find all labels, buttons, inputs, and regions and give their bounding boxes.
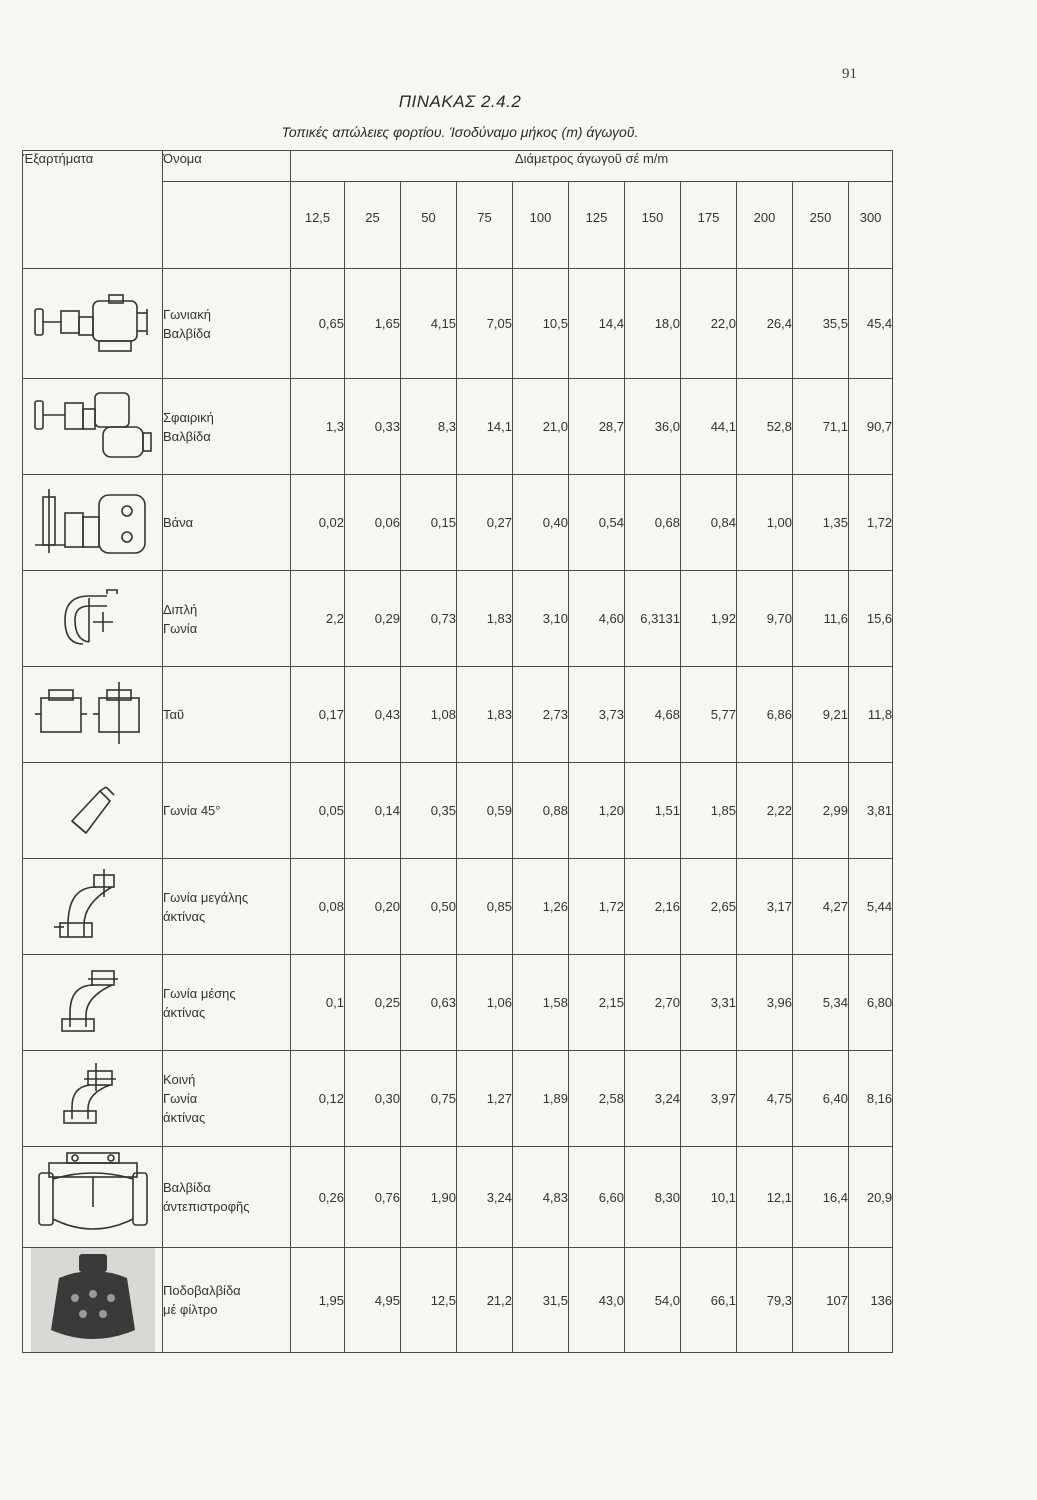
value-cell: 4,68 bbox=[625, 667, 681, 763]
value-cell: 1,95 bbox=[291, 1248, 345, 1353]
value-cell: 1,27 bbox=[457, 1051, 513, 1147]
value-cell: 0,14 bbox=[345, 763, 401, 859]
value-cell: 2,70 bbox=[625, 955, 681, 1051]
angle-valve-icon bbox=[23, 289, 162, 359]
value-cell: 2,65 bbox=[681, 859, 737, 955]
value-cell: 0,33 bbox=[345, 379, 401, 475]
value-cell: 3,10 bbox=[513, 571, 569, 667]
value-cell: 5,77 bbox=[681, 667, 737, 763]
value-cell: 3,24 bbox=[625, 1051, 681, 1147]
value-cell: 21,2 bbox=[457, 1248, 513, 1353]
value-cell: 1,83 bbox=[457, 571, 513, 667]
fitting-icon-cell bbox=[23, 955, 163, 1051]
value-cell: 0,05 bbox=[291, 763, 345, 859]
value-cell: 0,68 bbox=[625, 475, 681, 571]
value-cell: 9,21 bbox=[793, 667, 849, 763]
fitting-icon-cell bbox=[23, 571, 163, 667]
value-cell: 2,58 bbox=[569, 1051, 625, 1147]
fitting-name-line: άκτίνας bbox=[163, 908, 206, 924]
value-cell: 16,4 bbox=[793, 1147, 849, 1248]
value-cell: 0,50 bbox=[401, 859, 457, 955]
value-cell: 1,72 bbox=[569, 859, 625, 955]
fitting-icon-cell bbox=[23, 1147, 163, 1248]
table-row bbox=[23, 859, 893, 955]
fitting-icon-cell bbox=[23, 1051, 163, 1147]
value-cell: 0,88 bbox=[513, 763, 569, 859]
value-cell: 6,86 bbox=[737, 667, 793, 763]
fitting-name bbox=[163, 667, 291, 763]
header-name-blank bbox=[163, 182, 291, 269]
value-cell: 0,26 bbox=[291, 1147, 345, 1248]
value-cell: 8,16 bbox=[849, 1051, 893, 1147]
gate-valve-icon bbox=[23, 483, 162, 563]
value-cell: 1,65 bbox=[345, 269, 401, 379]
fitting-name-line: Διπλή bbox=[163, 601, 198, 617]
fitting-name bbox=[163, 475, 291, 571]
value-cell: 4,83 bbox=[513, 1147, 569, 1248]
value-cell: 43,0 bbox=[569, 1248, 625, 1353]
header-name: Όνομα bbox=[163, 151, 291, 182]
value-cell: 6,60 bbox=[569, 1147, 625, 1248]
loss-table bbox=[22, 150, 893, 1353]
value-cell: 12,1 bbox=[737, 1147, 793, 1248]
value-cell: 10,5 bbox=[513, 269, 569, 379]
value-cell: 8,3 bbox=[401, 379, 457, 475]
foot-valve-icon bbox=[23, 1248, 162, 1352]
page-number: 91 bbox=[842, 66, 857, 82]
value-cell: 31,5 bbox=[513, 1248, 569, 1353]
value-cell: 136 bbox=[849, 1248, 893, 1353]
value-cell: 0,75 bbox=[401, 1051, 457, 1147]
value-cell: 1,85 bbox=[681, 763, 737, 859]
value-cell: 0,06 bbox=[345, 475, 401, 571]
value-cell: 3,17 bbox=[737, 859, 793, 955]
value-cell: 6,80 bbox=[849, 955, 893, 1051]
value-cell: 1,92 bbox=[681, 571, 737, 667]
fitting-name bbox=[163, 571, 291, 667]
value-cell: 9,70 bbox=[737, 571, 793, 667]
fitting-icon-cell bbox=[23, 379, 163, 475]
value-cell: 2,15 bbox=[569, 955, 625, 1051]
value-cell: 10,1 bbox=[681, 1147, 737, 1248]
fitting-name-line: Βαλβίδα bbox=[163, 325, 211, 341]
value-cell: 0,73 bbox=[401, 571, 457, 667]
value-cell: 3,24 bbox=[457, 1147, 513, 1248]
diameter-cell: 25 bbox=[345, 182, 401, 269]
diameter-cell: 175 bbox=[681, 182, 737, 269]
fitting-name-line: Ταῦ bbox=[163, 707, 185, 722]
diameter-cell: 125 bbox=[569, 182, 625, 269]
value-cell: 0,30 bbox=[345, 1051, 401, 1147]
value-cell: 90,7 bbox=[849, 379, 893, 475]
value-cell: 6,40 bbox=[793, 1051, 849, 1147]
diameter-cell: 12,5 bbox=[291, 182, 345, 269]
value-cell: 20,9 bbox=[849, 1147, 893, 1248]
value-cell: 1,35 bbox=[793, 475, 849, 571]
value-cell: 3,96 bbox=[737, 955, 793, 1051]
diameter-cell: 300 bbox=[849, 182, 893, 269]
value-cell: 4,95 bbox=[345, 1248, 401, 1353]
value-cell: 3,97 bbox=[681, 1051, 737, 1147]
value-cell: 107 bbox=[793, 1248, 849, 1353]
table-row bbox=[23, 269, 893, 379]
value-cell: 12,5 bbox=[401, 1248, 457, 1353]
double-elbow-icon bbox=[23, 584, 162, 654]
fitting-name bbox=[163, 763, 291, 859]
fitting-name-line: άντεπιστροφῆς bbox=[163, 1199, 250, 1214]
fitting-name-line: Σφαιρική bbox=[163, 409, 214, 425]
value-cell: 79,3 bbox=[737, 1248, 793, 1353]
value-cell: 2,2 bbox=[291, 571, 345, 667]
fitting-icon-cell bbox=[23, 1248, 163, 1353]
value-cell: 0,76 bbox=[345, 1147, 401, 1248]
header-fittings: Έξαρτήματα bbox=[23, 151, 163, 269]
fitting-icon-cell bbox=[23, 667, 163, 763]
value-cell: 1,20 bbox=[569, 763, 625, 859]
value-cell: 3,81 bbox=[849, 763, 893, 859]
table-row bbox=[23, 667, 893, 763]
value-cell: 7,05 bbox=[457, 269, 513, 379]
fitting-icon-cell bbox=[23, 475, 163, 571]
fitting-name-line: Γωνία bbox=[163, 620, 198, 636]
value-cell: 0,84 bbox=[681, 475, 737, 571]
value-cell: 0,40 bbox=[513, 475, 569, 571]
value-cell: 44,1 bbox=[681, 379, 737, 475]
fitting-name-line: μέ φίλτρο bbox=[163, 1302, 218, 1317]
table-row bbox=[23, 955, 893, 1051]
check-valve-icon bbox=[23, 1147, 162, 1247]
fitting-name-line: Γωνία μέσης bbox=[163, 985, 236, 1001]
value-cell: 0,25 bbox=[345, 955, 401, 1051]
value-cell: 18,0 bbox=[625, 269, 681, 379]
value-cell: 0,35 bbox=[401, 763, 457, 859]
value-cell: 28,7 bbox=[569, 379, 625, 475]
table-row bbox=[23, 571, 893, 667]
standard-elbow-icon bbox=[23, 1059, 162, 1139]
fitting-name-line: Γωνιακή bbox=[163, 306, 211, 322]
value-cell: 11,8 bbox=[849, 667, 893, 763]
fitting-name-line: άκτίνας bbox=[163, 1004, 206, 1020]
fitting-icon-cell bbox=[23, 859, 163, 955]
diameter-cell: 250 bbox=[793, 182, 849, 269]
diameter-cell: 50 bbox=[401, 182, 457, 269]
table-row bbox=[23, 379, 893, 475]
value-cell: 2,73 bbox=[513, 667, 569, 763]
header-diameter: Διάμετρος άγωγοῦ σέ m/m bbox=[291, 151, 893, 182]
value-cell: 26,4 bbox=[737, 269, 793, 379]
fitting-name-line: Βαλβίδα bbox=[163, 1180, 211, 1195]
value-cell: 1,26 bbox=[513, 859, 569, 955]
table-row bbox=[23, 1051, 893, 1147]
value-cell: 14,4 bbox=[569, 269, 625, 379]
table-row bbox=[23, 475, 893, 571]
fitting-name-line: Βαλβίδα bbox=[163, 428, 211, 444]
value-cell: 14,1 bbox=[457, 379, 513, 475]
fitting-name bbox=[163, 859, 291, 955]
value-cell: 1,72 bbox=[849, 475, 893, 571]
value-cell: 4,75 bbox=[737, 1051, 793, 1147]
value-cell: 1,06 bbox=[457, 955, 513, 1051]
table-row bbox=[23, 763, 893, 859]
fitting-name bbox=[163, 269, 291, 379]
value-cell: 1,51 bbox=[625, 763, 681, 859]
value-cell: 0,08 bbox=[291, 859, 345, 955]
value-cell: 4,15 bbox=[401, 269, 457, 379]
value-cell: 0,54 bbox=[569, 475, 625, 571]
fitting-icon-cell bbox=[23, 763, 163, 859]
value-cell: 1,08 bbox=[401, 667, 457, 763]
value-cell: 8,30 bbox=[625, 1147, 681, 1248]
value-cell: 0,85 bbox=[457, 859, 513, 955]
fitting-name-line: Γωνία μεγάλης bbox=[163, 889, 249, 905]
value-cell: 54,0 bbox=[625, 1248, 681, 1353]
value-cell: 0,29 bbox=[345, 571, 401, 667]
fitting-name-line: Βάνα bbox=[163, 515, 194, 530]
diameter-cell: 150 bbox=[625, 182, 681, 269]
fitting-name-line: Γωνία 45° bbox=[163, 803, 221, 818]
value-cell: 1,89 bbox=[513, 1051, 569, 1147]
table-subtitle: Τοπικές απώλειες φορτίου. Ίσοδύναμο μήκος (m) άγωγοῦ. bbox=[281, 124, 639, 140]
value-cell: 52,8 bbox=[737, 379, 793, 475]
diameter-cell: 75 bbox=[457, 182, 513, 269]
value-cell: 0,17 bbox=[291, 667, 345, 763]
fitting-name-line: Κοινή bbox=[163, 1072, 196, 1087]
tee-icon bbox=[23, 680, 162, 750]
medium-radius-elbow-icon bbox=[23, 963, 162, 1043]
value-cell: 0,20 bbox=[345, 859, 401, 955]
value-cell: 0,63 bbox=[401, 955, 457, 1051]
value-cell: 36,0 bbox=[625, 379, 681, 475]
value-cell: 0,59 bbox=[457, 763, 513, 859]
table-title: ΠΙΝΑΚΑΣ 2.4.2 bbox=[398, 92, 522, 111]
value-cell: 2,99 bbox=[793, 763, 849, 859]
fitting-name-line: Ποδοβαλβίδα bbox=[163, 1283, 241, 1298]
table-row bbox=[23, 1248, 893, 1353]
value-cell: 4,60 bbox=[569, 571, 625, 667]
value-cell: 35,5 bbox=[793, 269, 849, 379]
value-cell: 21,0 bbox=[513, 379, 569, 475]
value-cell: 0,1 bbox=[291, 955, 345, 1051]
fitting-name bbox=[163, 955, 291, 1051]
fitting-name bbox=[163, 379, 291, 475]
value-cell: 2,22 bbox=[737, 763, 793, 859]
value-cell: 0,15 bbox=[401, 475, 457, 571]
value-cell: 6,3131 bbox=[625, 571, 681, 667]
value-cell: 5,34 bbox=[793, 955, 849, 1051]
diameter-cell: 100 bbox=[513, 182, 569, 269]
value-cell: 2,16 bbox=[625, 859, 681, 955]
value-cell: 0,43 bbox=[345, 667, 401, 763]
value-cell: 4,27 bbox=[793, 859, 849, 955]
header-row bbox=[23, 151, 893, 182]
value-cell: 11,6 bbox=[793, 571, 849, 667]
value-cell: 71,1 bbox=[793, 379, 849, 475]
value-cell: 45,4 bbox=[849, 269, 893, 379]
fitting-icon-cell bbox=[23, 269, 163, 379]
fitting-name bbox=[163, 1051, 291, 1147]
fitting-name bbox=[163, 1248, 291, 1353]
fitting-name bbox=[163, 1147, 291, 1248]
value-cell: 1,00 bbox=[737, 475, 793, 571]
value-cell: 1,90 bbox=[401, 1147, 457, 1248]
value-cell: 0,27 bbox=[457, 475, 513, 571]
value-cell: 1,3 bbox=[291, 379, 345, 475]
diameter-cell: 200 bbox=[737, 182, 793, 269]
table-row bbox=[23, 1147, 893, 1248]
value-cell: 0,02 bbox=[291, 475, 345, 571]
value-cell: 15,6 bbox=[849, 571, 893, 667]
fitting-name-line: Γωνία bbox=[163, 1091, 198, 1106]
value-cell: 1,83 bbox=[457, 667, 513, 763]
value-cell: 5,44 bbox=[849, 859, 893, 955]
globe-valve-icon bbox=[23, 387, 162, 467]
value-cell: 66,1 bbox=[681, 1248, 737, 1353]
value-cell: 22,0 bbox=[681, 269, 737, 379]
value-cell: 0,12 bbox=[291, 1051, 345, 1147]
fitting-name-line: άκτίνας bbox=[163, 1110, 206, 1125]
value-cell: 3,73 bbox=[569, 667, 625, 763]
long-radius-elbow-icon bbox=[23, 867, 162, 947]
value-cell: 1,58 bbox=[513, 955, 569, 1051]
elbow-45-icon bbox=[23, 781, 162, 841]
value-cell: 0,65 bbox=[291, 269, 345, 379]
value-cell: 3,31 bbox=[681, 955, 737, 1051]
